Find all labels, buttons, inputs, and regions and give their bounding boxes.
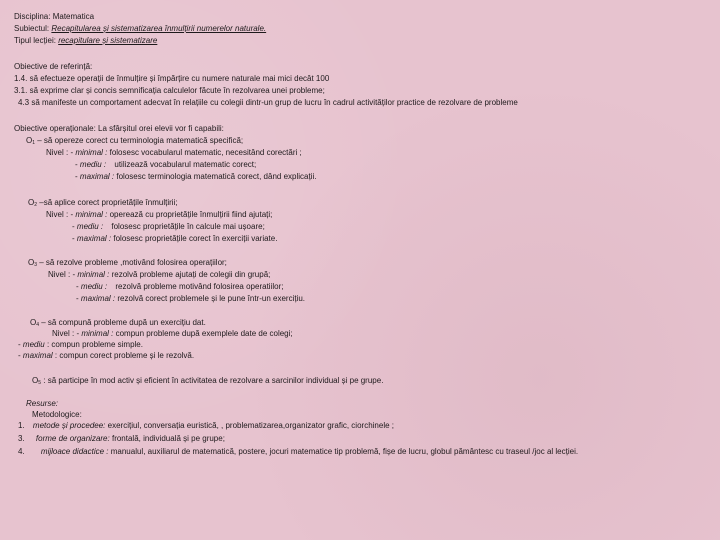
objective-o1 xyxy=(26,136,243,148)
objective-text: : să participe în mod activ și eficient în activitatea de rezolvare a sarcinilor individual și pe grupe. xyxy=(43,376,384,385)
level-text: rezolvă probleme motivând folosirea operatiilor; xyxy=(115,282,284,291)
level-prefix: - xyxy=(18,351,21,360)
o3-level-maximal xyxy=(76,294,305,304)
o4-level-maximal xyxy=(18,351,194,361)
objective-o5 xyxy=(32,376,383,388)
discipline-label: Disciplina: xyxy=(14,12,51,21)
level-label: mediu : xyxy=(76,222,104,231)
resource-label: forme de organizare: xyxy=(35,434,110,443)
level-label: mediu xyxy=(22,340,45,349)
objective-text: –să aplice corect proprietățile înmulțirii; xyxy=(39,198,178,207)
level-label: maximal : xyxy=(79,172,115,181)
discipline-line xyxy=(14,12,94,22)
level-prefix: Nivel : - xyxy=(46,210,74,219)
o3-level-mediu xyxy=(76,282,283,292)
resource-label: mijloace didactice : xyxy=(40,447,109,456)
level-prefix: - xyxy=(75,172,78,181)
level-label: minimal : xyxy=(75,210,108,219)
level-text: folosesc proprietățile corect în exerciții variate. xyxy=(113,234,278,243)
level-label: maximal xyxy=(22,351,53,360)
reference-objectives-title: Obiective de referință: xyxy=(14,62,93,71)
level-prefix: - xyxy=(72,234,75,243)
level-label: maximal : xyxy=(76,234,112,243)
level-text: folosesc proprietățile în calcule mai ușoare; xyxy=(111,222,265,231)
level-prefix: - xyxy=(72,222,75,231)
o4-level-mediu xyxy=(18,340,143,350)
level-text: : compun probleme simple. xyxy=(46,340,143,349)
level-text: : compun corect probleme și le rezolvă. xyxy=(54,351,195,360)
level-label: mediu : xyxy=(80,282,108,291)
o1-level-mediu xyxy=(75,160,256,170)
resource-num: 1. xyxy=(18,421,25,430)
subject-label: Subiectul: xyxy=(14,24,50,33)
objective-code: O xyxy=(26,136,33,145)
level-label: minimal : xyxy=(77,270,110,279)
o4-level-minimal xyxy=(52,329,293,339)
resource-item-1 xyxy=(18,421,394,431)
lesson-type-line xyxy=(14,36,157,46)
objective-code: O xyxy=(28,198,35,207)
level-label: minimal : xyxy=(81,329,114,338)
level-prefix: - xyxy=(75,160,78,169)
level-prefix: Nivel : - xyxy=(46,148,74,157)
objective-num: 1 xyxy=(32,140,36,146)
resource-text: frontală, individuală și pe grupe; xyxy=(111,434,225,443)
reference-objective-3: 4.3 să manifeste un comportament adecvat în relațiile cu colegii dintr-un grup de lucru în cadrul activităților practice de rezolvare de probleme xyxy=(18,98,518,107)
resource-label: metode și procedee: xyxy=(32,421,106,430)
resource-text: manualul, auxiliarul de matematică, postere, jocuri matematice tip problemă, fișe de lucru, globul pământesc cu traseul /joc al lecției. xyxy=(110,447,579,456)
level-label: mediu : xyxy=(79,160,107,169)
resources-title: Resurse: xyxy=(26,399,59,408)
level-text: compun probleme după exemplele date de colegi; xyxy=(115,329,293,338)
operational-objectives-title: Obiective operaționale: La sfârșitul orei elevii vor fi capabili: xyxy=(14,124,224,133)
level-text: utilizează vocabularul matematic corect; xyxy=(114,160,257,169)
discipline-value: Matematica xyxy=(52,12,95,21)
level-prefix: - xyxy=(76,282,79,291)
objective-code: O xyxy=(30,318,37,327)
objective-o3 xyxy=(28,258,227,270)
objective-code: O xyxy=(28,258,35,267)
o1-level-maximal xyxy=(75,172,316,182)
level-text: folosesc terminologia matematică corect, dând explicații. xyxy=(116,172,317,181)
level-text: rezolvă probleme ajutați de colegii din grupă; xyxy=(111,270,271,279)
objective-num: 4 xyxy=(36,322,40,328)
resources-methodological: Metodologice: xyxy=(32,410,82,419)
level-prefix: - xyxy=(18,340,21,349)
lesson-type-value: recapitulare și sistematizare xyxy=(58,36,158,45)
o3-level-minimal xyxy=(48,270,270,280)
reference-objective-1: 1.4. să efectueze operații de înmulțire și împărțire cu numere naturale mai mici decât 100 xyxy=(14,74,330,83)
lesson-type-label: Tipul lecției: xyxy=(14,36,56,45)
level-prefix: - xyxy=(76,294,79,303)
level-label: minimal : xyxy=(75,148,108,157)
reference-objective-2: 3.1. să exprime clar și concis semnificația calculelor făcute în rezolvarea unei probleme; xyxy=(14,86,325,95)
objective-code: O xyxy=(32,376,39,385)
level-text: rezolvă corect problemele și le pune într-un exercițiu. xyxy=(117,294,306,303)
subject-line xyxy=(14,24,266,34)
objective-num: 3 xyxy=(34,262,38,268)
o2-level-minimal xyxy=(46,210,272,220)
subject-value: Recapitularea și sistematizarea înmulțirii numerelor naturale. xyxy=(51,24,267,33)
resource-num: 4. xyxy=(18,447,25,456)
level-prefix: Nivel : - xyxy=(52,329,80,338)
level-text: operează cu proprietățile înmulțirii fiind ajutați; xyxy=(109,210,273,219)
level-label: maximal : xyxy=(80,294,116,303)
resource-item-4 xyxy=(18,447,578,457)
objective-o2 xyxy=(28,198,178,210)
resource-text: exercițiul, conversația euristică, , problematizarea,organizator grafic, ciorchinele ; xyxy=(107,421,394,430)
level-text: folosesc vocabularul matematic, necesitând corectări ; xyxy=(109,148,302,157)
objective-text: – să opereze corect cu terminologia matematică specifică; xyxy=(37,136,244,145)
resource-item-3 xyxy=(18,434,225,444)
o2-level-maximal xyxy=(72,234,277,244)
objective-text: – să compună probleme după un exercițiu dat. xyxy=(41,318,206,327)
o1-level-minimal xyxy=(46,148,302,158)
objective-num: 2 xyxy=(34,202,38,208)
o2-level-mediu xyxy=(72,222,265,232)
objective-num: 5 xyxy=(38,380,42,386)
level-prefix: Nivel : - xyxy=(48,270,76,279)
resource-num: 3. xyxy=(18,434,25,443)
objective-text: – să rezolve probleme ,motivând folosirea operațiilor; xyxy=(39,258,227,267)
